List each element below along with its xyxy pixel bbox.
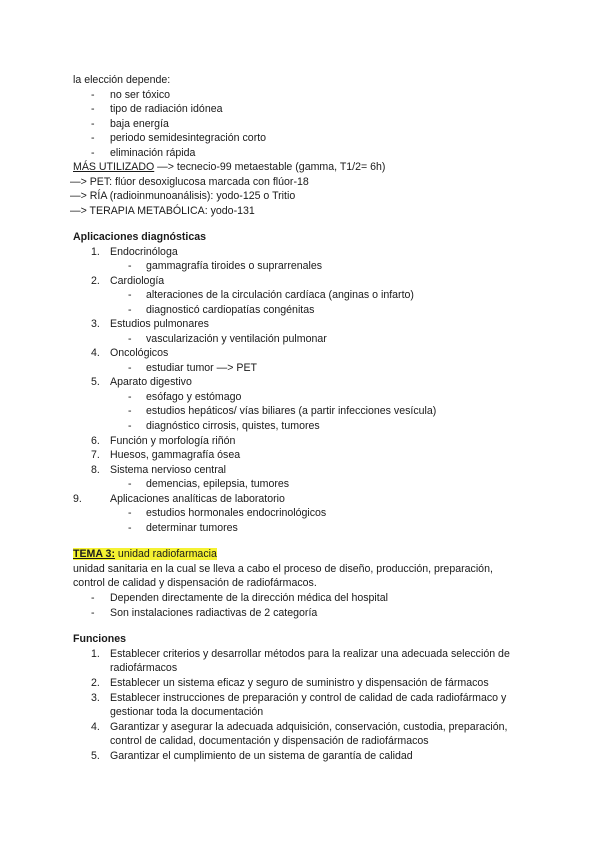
bullet-dash: - bbox=[128, 478, 132, 490]
list-number: 5. bbox=[91, 376, 100, 388]
list-item: Endocrinóloga bbox=[110, 246, 178, 258]
list-item: baja energía bbox=[110, 118, 169, 130]
list-number: 2. bbox=[91, 275, 100, 287]
list-item: Establecer criterios y desarrollar métodos para la realizar una adecuada selección de bbox=[110, 648, 510, 660]
most-used-line bbox=[73, 160, 385, 174]
bullet-dash: - bbox=[128, 522, 132, 534]
list-number: 6. bbox=[91, 435, 100, 447]
list-item: Sistema nervioso central bbox=[110, 464, 226, 476]
tema-title: unidad radiofarmacia bbox=[114, 548, 217, 560]
list-item: tipo de radiación idónea bbox=[110, 103, 223, 115]
sub-item: diagnosticó cardiopatías congénitas bbox=[146, 304, 315, 316]
list-item: Son instalaciones radiactivas de 2 categoría bbox=[110, 607, 318, 619]
bullet-dash: - bbox=[91, 103, 95, 115]
sub-item: esófago y estómago bbox=[146, 391, 242, 403]
bullet-dash: - bbox=[91, 147, 95, 159]
list-item-cont: radiofármacos bbox=[110, 662, 178, 674]
arrow-line: —> TERAPIA METABÓLICA: yodo-131 bbox=[70, 205, 255, 217]
list-item-cont: gestionar toda la documentación bbox=[110, 706, 264, 718]
list-number: 1. bbox=[91, 246, 100, 258]
list-number: 1. bbox=[91, 648, 100, 660]
bullet-dash: - bbox=[128, 507, 132, 519]
list-item: Aplicaciones analíticas de laboratorio bbox=[110, 493, 285, 505]
list-number: 9. bbox=[73, 493, 82, 505]
sub-item: vascularización y ventilación pulmonar bbox=[146, 333, 327, 345]
bullet-dash: - bbox=[91, 118, 95, 130]
list-number: 4. bbox=[91, 721, 100, 733]
list-item: Garantizar y asegurar la adecuada adquisición, conservación, custodia, preparación, bbox=[110, 721, 508, 733]
arrow-line: —> PET: flúor desoxiglucosa marcada con flúor-18 bbox=[70, 176, 309, 188]
sub-item: alteraciones de la circulación cardíaca (anginas o infarto) bbox=[146, 289, 414, 301]
sub-item: determinar tumores bbox=[146, 522, 238, 534]
bullet-dash: - bbox=[91, 132, 95, 144]
most-used-label: MÁS UTILIZADO bbox=[73, 161, 155, 173]
list-number: 4. bbox=[91, 347, 100, 359]
bullet-dash: - bbox=[128, 289, 132, 301]
tema-label: TEMA 3: bbox=[73, 548, 115, 560]
bullet-dash: - bbox=[128, 260, 132, 272]
tema-desc-line: unidad sanitaria en la cual se lleva a cabo el proceso de diseño, producción, preparación, bbox=[73, 563, 493, 575]
sub-item: estudiar tumor —> PET bbox=[146, 362, 257, 374]
list-item: Aparato digestivo bbox=[110, 376, 192, 388]
bullet-dash: - bbox=[91, 592, 95, 604]
tema-highlight bbox=[73, 548, 217, 560]
bullet-dash: - bbox=[91, 89, 95, 101]
tema-heading bbox=[73, 547, 217, 561]
bullet-dash: - bbox=[128, 362, 132, 374]
list-item: Cardiología bbox=[110, 275, 165, 287]
list-number: 8. bbox=[91, 464, 100, 476]
intro-heading: la elección depende: bbox=[73, 74, 171, 86]
sub-item: gammagrafía tiroides o suprarrenales bbox=[146, 260, 323, 272]
list-number: 3. bbox=[91, 318, 100, 330]
list-item: Dependen directamente de la dirección médica del hospital bbox=[110, 592, 388, 604]
bullet-dash: - bbox=[128, 391, 132, 403]
bullet-dash: - bbox=[91, 607, 95, 619]
sub-item: estudios hormonales endocrinológicos bbox=[146, 507, 327, 519]
list-number: 7. bbox=[91, 449, 100, 461]
sub-item: estudios hepáticos/ vías biliares (a partir infecciones vesícula) bbox=[146, 405, 437, 417]
list-item: no ser tóxico bbox=[110, 89, 171, 101]
list-item: eliminación rápida bbox=[110, 147, 196, 159]
list-item: Huesos, gammagrafía ósea bbox=[110, 449, 241, 461]
list-item: Estudios pulmonares bbox=[110, 318, 209, 330]
sub-item: diagnóstico cirrosis, quistes, tumores bbox=[146, 420, 320, 432]
tema-desc-line: control de calidad y dispensación de radiofármacos. bbox=[73, 577, 317, 589]
arrow-line: —> RÍA (radioinmunoanálisis): yodo-125 o Tritio bbox=[70, 190, 296, 202]
most-used-text: —> tecnecio-99 metaestable (gamma, T1/2= 6h) bbox=[154, 161, 386, 173]
list-item: periodo semidesintegración corto bbox=[110, 132, 267, 144]
bullet-dash: - bbox=[128, 420, 132, 432]
list-item: Establecer un sistema eficaz y seguro de suministro y dispensación de fármacos bbox=[110, 677, 489, 689]
list-item: Establecer instrucciones de preparación y control de calidad de cada radiofármaco y bbox=[110, 692, 507, 704]
bullet-dash: - bbox=[128, 405, 132, 417]
list-number: 3. bbox=[91, 692, 100, 704]
list-item-cont: control de calidad, documentación y dispensación de radiofármacos bbox=[110, 735, 429, 747]
section-title-funciones: Funciones bbox=[73, 633, 126, 645]
list-item: Función y morfología riñón bbox=[110, 435, 236, 447]
list-item: Garantizar el cumplimiento de un sistema de garantía de calidad bbox=[110, 750, 413, 762]
bullet-dash: - bbox=[128, 304, 132, 316]
section-title-diagnostic: Aplicaciones diagnósticas bbox=[73, 231, 207, 243]
list-number: 2. bbox=[91, 677, 100, 689]
list-number: 5. bbox=[91, 750, 100, 762]
sub-item: demencias, epilepsia, tumores bbox=[146, 478, 290, 490]
list-item: Oncológicos bbox=[110, 347, 169, 359]
bullet-dash: - bbox=[128, 333, 132, 345]
